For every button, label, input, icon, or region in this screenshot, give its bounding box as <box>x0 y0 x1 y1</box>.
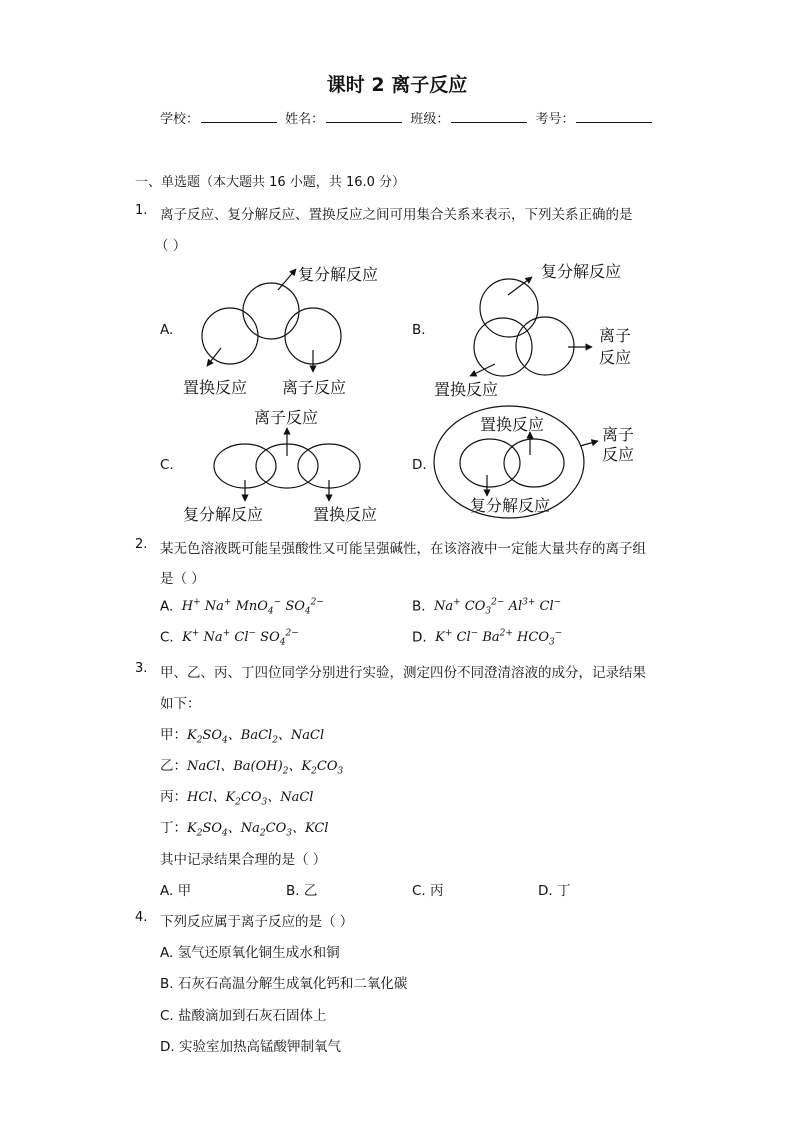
q3-bing-formula: HCl、$K_2CO_3$、NaCl <box>187 790 314 808</box>
q2-option-d <box>412 629 562 648</box>
d-label-fufenjie: 复分解反应 <box>470 496 551 515</box>
q3-ask: 其中记录结果合理的是（ ） <box>160 852 327 868</box>
a-label-fufenjie: 复分解反应 <box>298 265 379 284</box>
q1-number: 1. <box>135 203 148 218</box>
q2-option-c-label: C. <box>160 629 174 646</box>
q4-option-c: C. 盐酸滴加到石灰石固体上 <box>160 1008 327 1024</box>
q3-bing-label: 丙： <box>160 789 187 805</box>
c-label-zhihuan: 置换反应 <box>313 505 378 524</box>
q2-stem-line1: 某无色溶液既可能呈强酸性又可能呈强碱性，在该溶液中一定能大量共存的离子组 <box>160 541 646 557</box>
q3-jia-formula: $K_2SO_4$、BaCl$_2$、NaCl <box>187 728 325 746</box>
q2-stem-line2: 是（ ） <box>160 571 205 587</box>
q2-option-a-formula: H+ Na+ MnO$_4$− $SO_4^{2-}$ <box>177 598 324 617</box>
q3-option-d: D. 丁 <box>538 883 571 899</box>
q1-paren: （ ） <box>155 238 187 254</box>
id-label: 考号： <box>535 112 575 127</box>
diagram-a <box>202 269 341 372</box>
q1-stem: 离子反应、复分解反应、置换反应之间可用集合关系来表示，下列关系正确的是 <box>160 207 633 223</box>
q4-option-a: A. 氢气还原氧化铜生成水和铜 <box>160 945 340 961</box>
d-label-lizi-line2: 反应 <box>602 445 635 464</box>
q3-jia-label: 甲： <box>160 727 187 743</box>
b-label-lizi-line2: 反应 <box>599 348 632 367</box>
q3-record-jia <box>160 723 324 746</box>
q2-option-c-formula: K+ Na+ Cl− $SO_4^{2-}$ <box>178 629 299 648</box>
q1-option-a-label: A. <box>160 322 174 338</box>
q2-option-d-label: D. <box>412 629 427 646</box>
a-label-lizi: 离子反应 <box>282 378 347 397</box>
b-label-zhihuan: 置换反应 <box>434 380 499 399</box>
q4-option-d: D. 实验室加热高锰酸钾制氧气 <box>160 1039 341 1055</box>
q2-number: 2. <box>135 537 148 552</box>
page-title: 课时 2 离子反应 <box>326 74 468 96</box>
q3-record-yi <box>160 754 343 777</box>
d-label-lizi-line1: 离子 <box>602 425 635 444</box>
q1-option-d-label: D. <box>412 457 427 473</box>
section-heading: 一、单选题（本大题共 16 小题，共 16.0 分） <box>135 175 406 190</box>
q3-option-a: A. 甲 <box>160 883 192 899</box>
q3-yi-formula: NaCl、$Ba(OH)_2$、$K_2CO_3$ <box>187 759 344 777</box>
q2-option-b <box>412 598 561 617</box>
q3-record-bing <box>160 785 313 808</box>
q3-yi-label: 乙： <box>160 758 187 774</box>
school-label: 学校： <box>160 112 200 127</box>
q2-option-b-label: B. <box>412 598 426 615</box>
diagram-b <box>470 277 592 376</box>
q3-option-c: C. 丙 <box>412 883 444 899</box>
q1-option-c-label: C. <box>160 457 174 473</box>
q4-option-b: B. 石灰石高温分解生成氧化钙和二氧化碳 <box>160 976 408 992</box>
b-label-fufenjie: 复分解反应 <box>541 262 622 281</box>
q3-ding-label: 丁： <box>160 820 187 836</box>
q2-option-a-label: A. <box>160 598 174 615</box>
q3-ding-formula: $K_2SO_4$、$Na_2CO_3$、KCl <box>187 821 329 839</box>
q2-option-a <box>160 598 324 617</box>
q3-number: 3. <box>135 661 148 676</box>
q1-venn-diagrams <box>0 0 794 540</box>
q1-option-b-label: B. <box>412 322 426 338</box>
a-label-zhihuan: 置换反应 <box>183 378 248 397</box>
q3-record-ding <box>160 816 328 839</box>
q4-number: 4. <box>135 910 148 925</box>
q3-stem-line2: 如下： <box>160 696 201 712</box>
c-label-fufenjie: 复分解反应 <box>183 505 264 524</box>
name-label: 姓名： <box>285 112 325 127</box>
q2-option-d-formula: K+ Cl− $Ba^{2+}$ $HCO_3^-$ <box>430 629 563 648</box>
q4-stem: 下列反应属于离子反应的是（ ） <box>160 914 354 930</box>
d-label-zhihuan: 置换反应 <box>480 415 545 434</box>
q3-option-b: B. 乙 <box>286 883 318 899</box>
b-label-lizi-line1: 离子 <box>599 326 632 345</box>
diagram-c <box>214 428 360 501</box>
q3-stem-line1: 甲、乙、丙、丁四位同学分别进行实验，测定四份不同澄清溶液的成分，记录结果 <box>160 665 646 681</box>
class-label: 班级： <box>410 112 450 127</box>
q2-option-c <box>160 629 299 648</box>
c-label-lizi: 离子反应 <box>254 408 319 427</box>
q2-option-b-formula: Na+ $CO_3^{2-}$ $Al^{3+}$ Cl− <box>429 598 562 617</box>
